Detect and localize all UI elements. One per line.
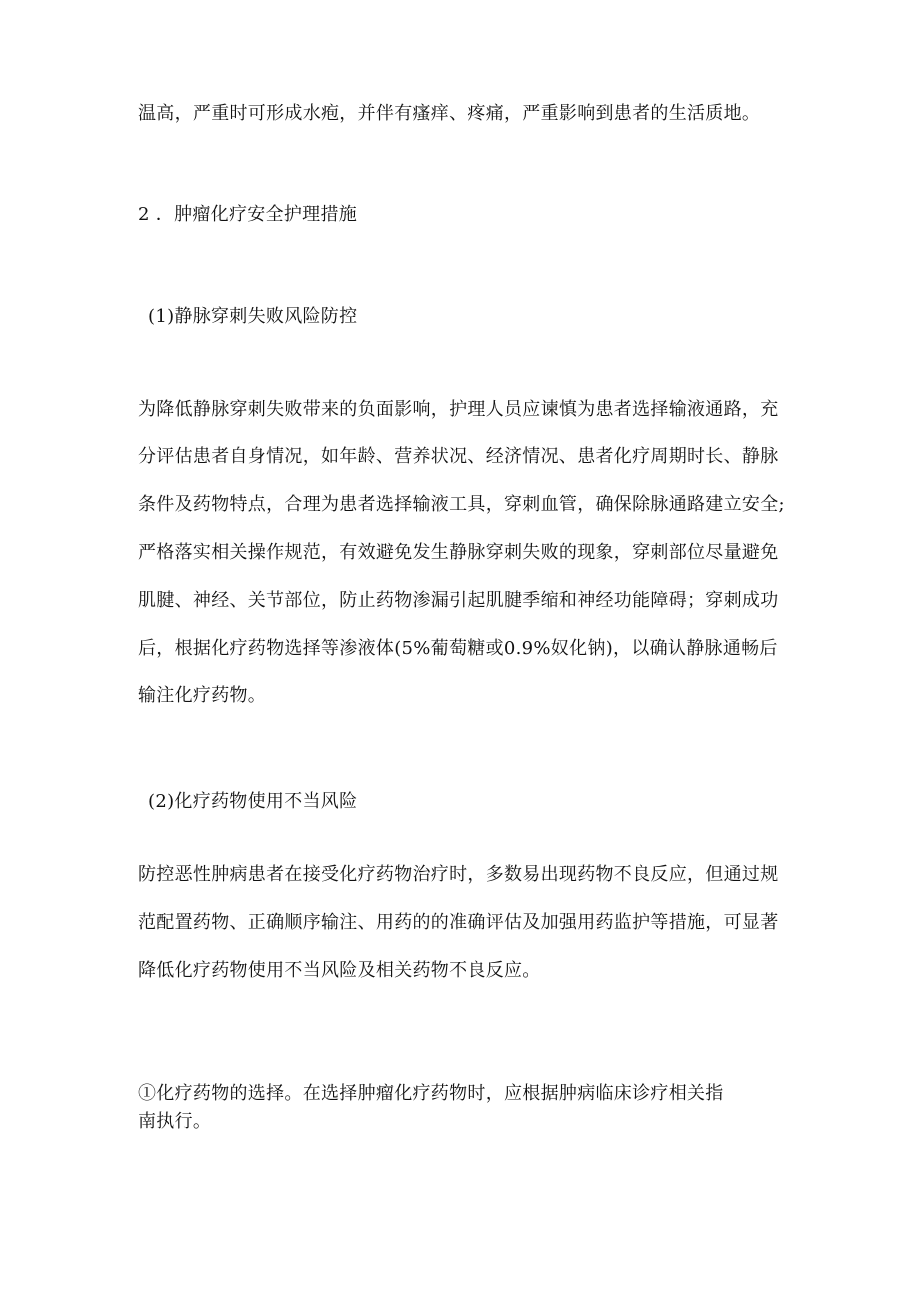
subsection-2-paragraph-line-2: 范配置药物、正确顺序输注、用药的的准确评估及加强用药监护等措施，可显著 [138,912,779,933]
subsection-1-paragraph-line-5: 肌腱、神经、关节部位，防止药物渗漏引起肌腱季缩和神经功能障碍；穿刺成功 [138,590,779,611]
item-1-line-1: ①化疗药物的选择。在选择肿瘤化疗药物时，应根据肿病临床诊疗相关指 [138,1083,724,1104]
item-1-line-2: 南执行。 [138,1111,212,1132]
subsection-1-paragraph-line-1: 为降低静脉穿刺失败带来的负面影响，护理人员应谏慎为患者选择输液通路，充 [138,399,779,420]
subsection-2-heading: (2)化疗药物使用不当风险 [148,791,358,812]
subsection-2-paragraph-line-1: 防控恶性肿病患者在接受化疗药物治疗时，多数易出现药物不良反应，但通过规 [138,864,779,885]
subsection-1-paragraph-line-2: 分评估患者自身情况，如年龄、营养状况、经济情况、患者化疗周期时长、静脉 [138,446,779,467]
subsection-1-paragraph-line-6: 后，根据化疗药物选择等渗液体(5%葡萄糖或0.9%奴化钠)，以确认静脉通畅后 [138,638,778,659]
subsection-1-heading: (1)静脉穿刺失败风险防控 [148,306,358,327]
section-2-heading: 2 ．肿瘤化疗安全护理措施 [138,204,358,225]
subsection-1-paragraph-line-7: 输注化疗药物。 [138,685,267,706]
subsection-1-paragraph-line-3: 条件及药物特点，合理为患者选择输液工具，穿刺血管，确保除脉通路建立安全; [138,494,785,515]
intro-paragraph-line-1: 温高，严重时可形成水疱，并伴有瘙痒、疼痛，严重影响到患者的生活质地。 [138,103,761,124]
subsection-1-paragraph-line-4: 严格落实相关操作规范，有效避免发生静脉穿刺失败的现象，穿刺部位尽量避免 [138,542,779,563]
subsection-2-paragraph-line-3: 降低化疗药物使用不当风险及相关药物不良反应。 [138,960,541,981]
